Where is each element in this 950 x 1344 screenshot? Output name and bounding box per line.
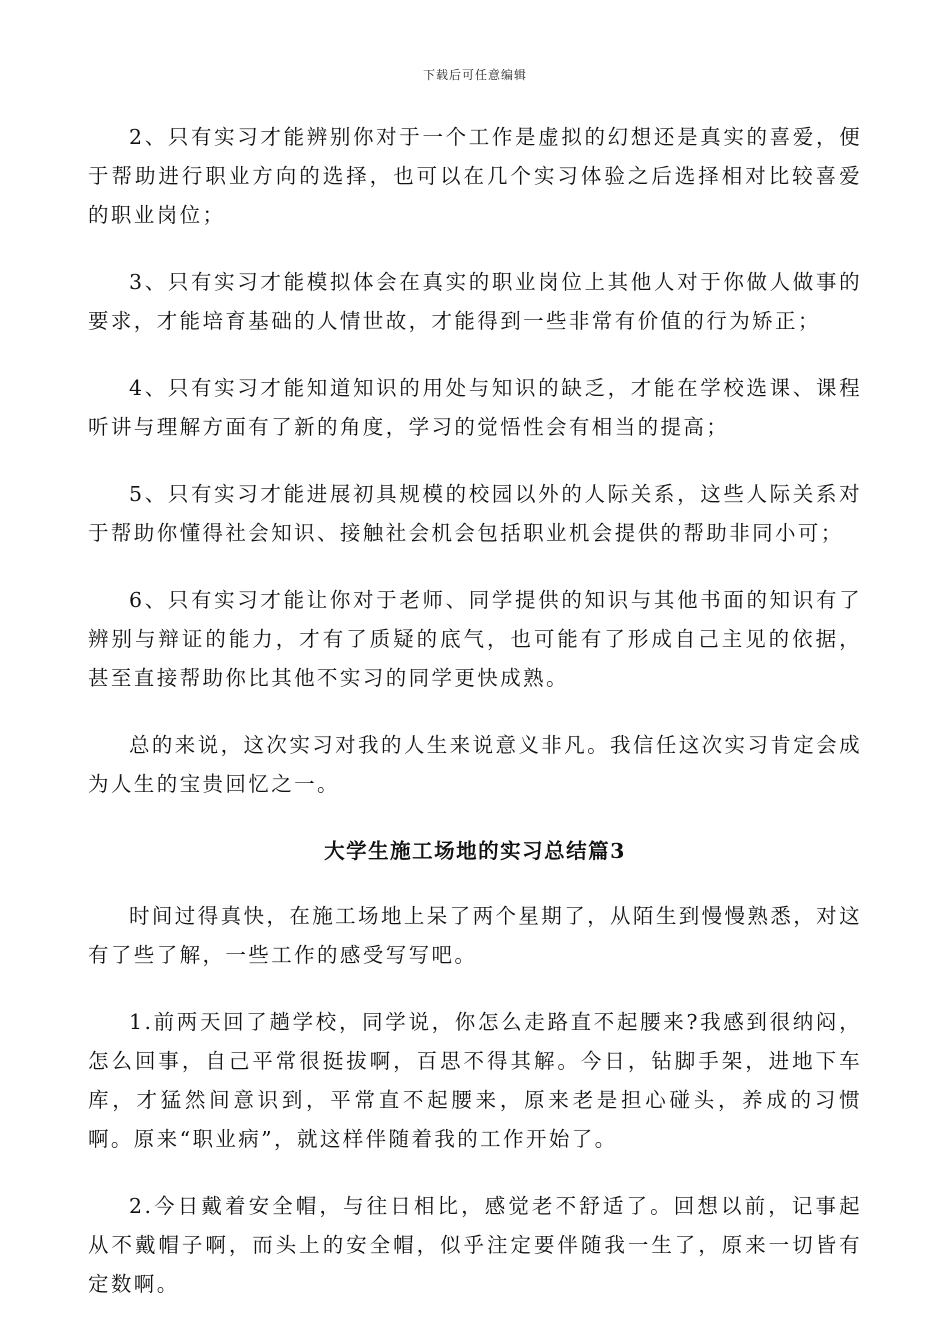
paragraph-point-6: 6、只有实习才能让你对于老师、同学提供的知识与其他书面的知识有了辨别与辩证的能力，才有了质疑的底气，也可能有了形成自己主见的依据，甚至直接帮助你比其他不实习的同学更快成熟。 xyxy=(88,588,862,690)
paragraph-point-5: 5、只有实习才能进展初具规模的校园以外的人际关系，这些人际关系对于帮助你懂得社会知识、接触社会机会包括职业机会提供的帮助非同小可； xyxy=(88,482,862,545)
header-note: 下载后可任意编辑 xyxy=(422,68,527,82)
document-body xyxy=(88,118,862,1332)
section-title: 大学生施工场地的实习总结篇3 xyxy=(324,839,626,863)
paragraph-intro: 时间过得真快，在施工场地上呆了两个星期了，从陌生到慢慢熟悉，对这有了些了解，一些工作的感受写写吧。 xyxy=(88,904,862,967)
paragraph-item-2: 2.今日戴着安全帽，与往日相比，感觉老不舒适了。回想以前，记事起从不戴帽子啊，而头上的安全帽，似乎注定要伴随我一生了，原来一切皆有定数啊。 xyxy=(88,1194,862,1296)
paragraph-point-4: 4、只有实习才能知道知识的用处与知识的缺乏，才能在学校选课、课程听讲与理解方面有了新的角度，学习的觉悟性会有相当的提高； xyxy=(88,376,862,439)
paragraph-point-2: 2、只有实习才能辨别你对于一个工作是虚拟的幻想还是真实的喜爱，便于帮助进行职业方向的选择，也可以在几个实习体验之后选择相对比较喜爱的职业岗位； xyxy=(88,125,862,227)
paragraph-point-3: 3、只有实习才能模拟体会在真实的职业岗位上其他人对于你做人做事的要求，才能培育基础的人情世故，才能得到一些非常有价值的行为矫正； xyxy=(88,270,862,333)
paragraph-item-1: 1.前两天回了趟学校，同学说，你怎么走路直不起腰来?我感到很纳闷，怎么回事，自己平常很挺拔啊，百思不得其解。今日，钻脚手架，进地下车库，才猛然间意识到，平常直不起腰来，原来老是担心碰头，养成的习惯啊。原来“职业病”，就这样伴随着我的工作开始了。 xyxy=(88,1010,862,1151)
paragraph-summary: 总的来说，这次实习对我的人生来说意义非凡。我信任这次实习肯定会成为人生的宝贵回忆之一。 xyxy=(88,733,862,796)
